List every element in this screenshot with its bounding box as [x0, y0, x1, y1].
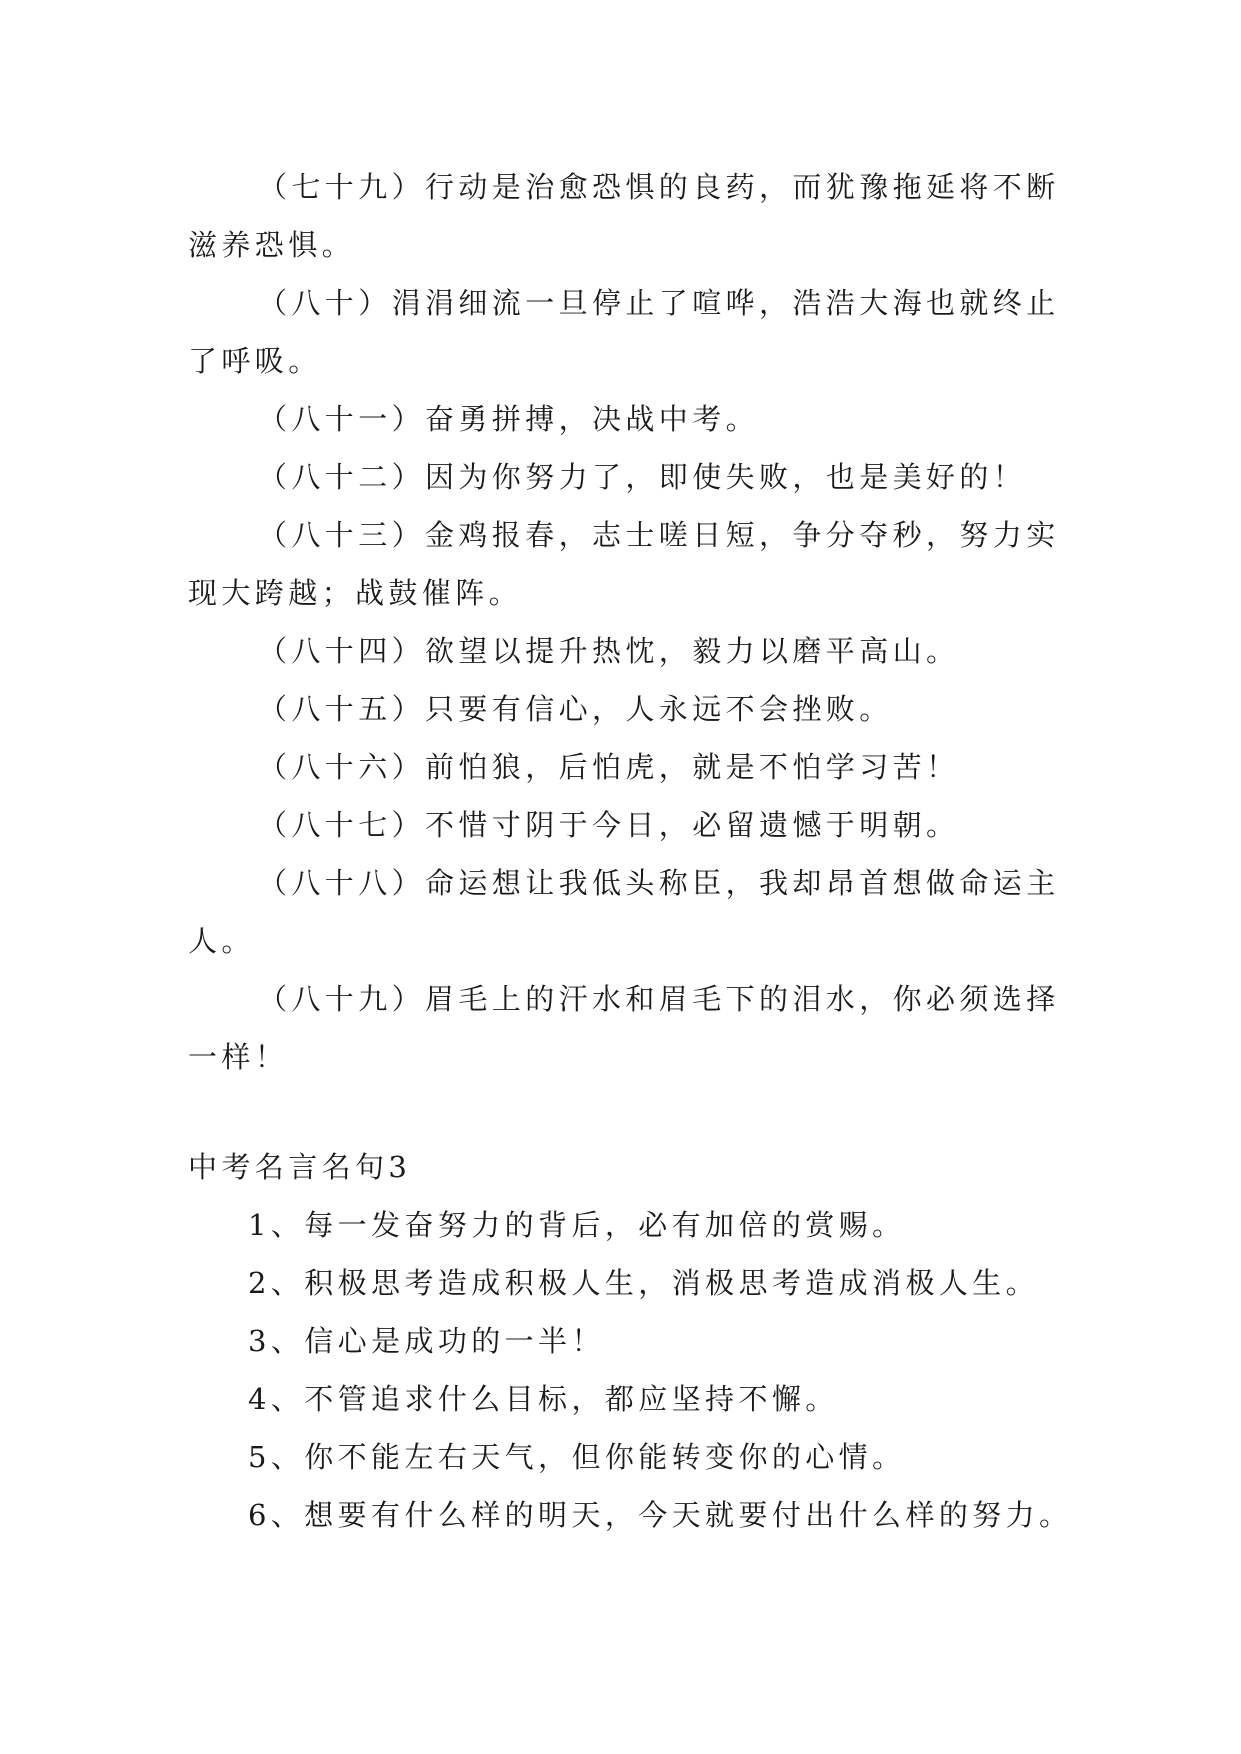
quote-paragraph-87: （八十七）不惜寸阴于今日，必留遗憾于明朝。	[258, 808, 960, 842]
list-item: 3、信心是成功的一半！	[248, 1324, 605, 1358]
section-heading: 中考名言名句3	[188, 1150, 412, 1184]
quote-paragraph-86: （八十六）前怕狼，后怕虎，就是不怕学习苦！	[258, 750, 960, 784]
quote-paragraph-80: （八十）涓涓细流一旦停止了喧哗，浩浩大海也就终止了呼吸。	[188, 286, 1060, 378]
quote-paragraph-89: （八十九）眉毛上的汗水和眉毛下的泪水，你必须选择一样！	[188, 982, 1060, 1074]
list-item: 2、积极思考造成积极人生，消极思考造成消极人生。	[248, 1266, 1040, 1300]
list-item: 4、不管追求什么目标，都应坚持不懈。	[248, 1382, 839, 1416]
list-item: 6、想要有什么样的明天，今天就要付出什么样的努力。	[248, 1498, 1073, 1532]
quote-paragraph-79: （七十九）行动是治愈恐惧的良药，而犹豫拖延将不断滋养恐惧。	[188, 170, 1060, 262]
list-item: 5、你不能左右天气，但你能转变你的心情。	[248, 1440, 906, 1474]
quote-paragraph-81: （八十一）奋勇拼搏，决战中考。	[258, 402, 760, 436]
quote-paragraph-88: （八十八）命运想让我低头称臣，我却昂首想做命运主人。	[188, 866, 1060, 958]
document-body	[188, 158, 1073, 1544]
quote-paragraph-83: （八十三）金鸡报春，志士嗟日短，争分夺秒，努力实现大跨越；战鼓催阵。	[188, 518, 1060, 610]
list-item: 1、每一发奋努力的背后，必有加倍的赏赐。	[248, 1208, 906, 1242]
quote-paragraph-85: （八十五）只要有信心，人永远不会挫败。	[258, 692, 893, 726]
quote-paragraph-82: （八十二）因为你努力了，即使失败，也是美好的！	[258, 460, 1027, 494]
quote-paragraph-84: （八十四）欲望以提升热忱，毅力以磨平高山。	[258, 634, 960, 668]
